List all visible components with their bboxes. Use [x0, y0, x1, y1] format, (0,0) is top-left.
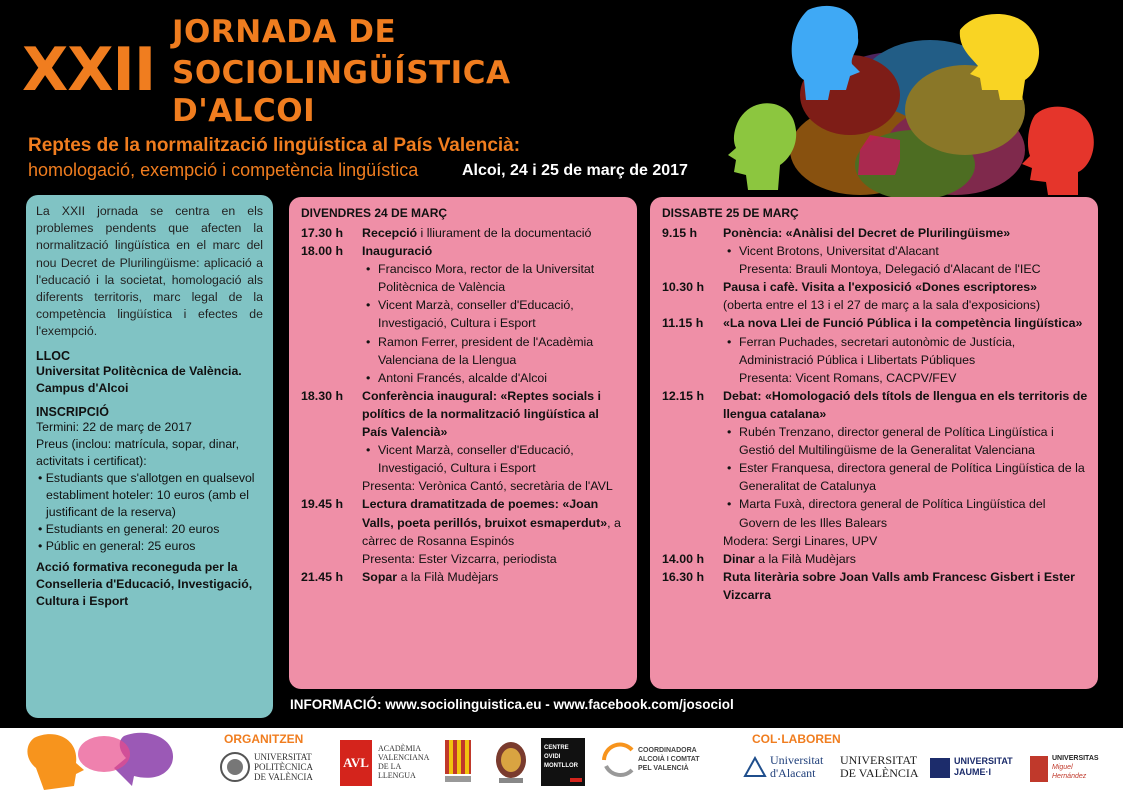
date-place: Alcoi, 24 i 25 de març de 2017 — [462, 162, 688, 179]
upv-line: POLITÈCNICA — [254, 762, 313, 772]
presenter: Presenta: Vicent Romans, CACPV/FEV — [739, 370, 957, 385]
event-title: Recepció — [362, 226, 418, 240]
umh-logo — [1030, 754, 1110, 786]
sponsors-footer — [0, 728, 1123, 793]
speaker-item: • Antoni Francés, alcalde d'Alcoi — [362, 369, 627, 387]
schedule-item — [662, 224, 1088, 278]
centre-line: OVIDI — [544, 754, 561, 760]
info-links[interactable]: INFORMACIÓ: www.sociolinguistica.eu - www.facebook.com/josociol — [290, 697, 734, 712]
schedule-item — [662, 387, 1088, 550]
event-time: 16.30 h — [662, 569, 705, 584]
coordinadora-line: COORDINADORA — [638, 747, 697, 754]
organizers-label: ORGANITZEN — [224, 732, 304, 746]
coordinadora-line: PEL VALENCIÀ — [638, 765, 689, 772]
presenter: Presenta: Brauli Montoya, Delegació d'Alacant de l'IEC — [739, 262, 1041, 277]
uv-line: DE VALÈNCIA — [840, 766, 919, 780]
title-line-1: JORNADA DE — [172, 14, 397, 50]
info-panel — [26, 195, 273, 718]
umh-line: Hernández — [1052, 773, 1087, 780]
event-title: Lectura dramatitzada de poemes: «Joan Valls, poeta perillós, bruixot esmaperdut» — [362, 497, 608, 530]
event-title: «La nova Llei de Funció Pública i la competència lingüística» — [723, 316, 1083, 331]
event-title: Conferència inaugural: «Reptes socials i polítics de la normalització lingüística al País Valencià» — [362, 388, 601, 440]
speaker-item: • Ferran Puchades, secretari autonòmic de Justícia, Administració Pública i Llibertats Públiques — [723, 333, 1088, 369]
lloc-line-2: Campus d'Alcoi — [36, 380, 129, 395]
ua-line: Universitat — [770, 753, 824, 767]
schedule-item — [662, 278, 1088, 314]
speaker-item: • Marta Fuxà, directora general de Política Lingüística del Govern de les Illes Balears — [723, 495, 1088, 531]
schedule-item — [301, 568, 627, 586]
pink-bubble-icon — [78, 736, 130, 772]
title-line-2: SOCIOLINGÜÍSTICA — [172, 55, 511, 91]
event-title: Ponència: «Anàlisi del Decret de Plurilingüisme» — [723, 226, 1011, 240]
event-time: 11.15 h — [662, 316, 704, 331]
avl-line: ACADÈMIA — [378, 744, 422, 753]
red-head-icon — [1022, 107, 1094, 195]
event-title: Debat: «Homologació dels títols de llengua en els territoris de llengua catalana» — [723, 388, 1088, 421]
event-title: Sopar — [362, 569, 398, 584]
intro-text: La XXII jornada se centra en els problemes pendents que afecten la normalització lingüística en el marc del nou Decret de Plurilingüisme: aplicació a l'educació i la societat, homologació als diferents territoris, marc legal de la competència lingüística i efectes de l'exempció. — [36, 204, 263, 339]
presenter: Presenta: Ester Vizcarra, periodista — [362, 551, 557, 566]
footer-heads-illustration — [14, 728, 184, 793]
speaker-item: • Rubén Trenzano, director general de Política Lingüística i Gestió del Multilingüisme de la Generalitat Valenciana — [723, 423, 1088, 459]
ua-line: d'Alacant — [770, 766, 816, 780]
price-item: • Públic en general: 25 euros — [36, 538, 263, 555]
uv-logo — [840, 754, 919, 780]
termini: Termini: 22 de març de 2017 — [36, 419, 192, 434]
schedule-item — [662, 568, 1088, 604]
saturday-schedule-panel — [650, 197, 1098, 689]
moderator: Modera: Sergi Linares, UPV — [723, 533, 878, 548]
event-detail: , a càrrec de Rosanna Espinós — [362, 515, 621, 548]
event-detail: a la Filà Mudèjars — [754, 551, 856, 566]
day-heading: DIVENDRES 24 DE MARÇ — [301, 206, 448, 220]
speaker-item: • Ramon Ferrer, president de l'Acadèmia Valenciana de la Llengua — [362, 333, 627, 369]
uji-line: UNIVERSITAT — [954, 756, 1013, 766]
coordinadora-logo — [600, 740, 730, 784]
event-title: Dinar — [723, 551, 755, 566]
subtitle-line-2: homologació, exempció i competència lingüística — [28, 160, 419, 180]
preus: Preus (inclou: matrícula, sopar, dinar, activitats i certificat): — [36, 436, 239, 468]
centre-line: CENTRE — [544, 745, 569, 751]
schedule-item — [301, 495, 627, 567]
event-time: 14.00 h — [662, 551, 705, 566]
lloc-line-1: Universitat Politècnica de València. — [36, 363, 242, 378]
ua-mark-icon — [743, 756, 767, 778]
accreditation-note: Acció formativa reconeguda per la Conselleria d'Educació, Investigació, Cultura i Esport — [36, 559, 253, 608]
ua-logo — [743, 754, 833, 784]
lloc-heading: LLOC — [36, 348, 71, 363]
event-note: (oberta entre el 13 i el 27 de març a la sala d'exposicions) — [723, 298, 1041, 313]
event-time: 9.15 h — [662, 226, 698, 240]
upv-line: UNIVERSITAT — [254, 752, 312, 762]
event-title: Ruta literària sobre Joan Valls amb Francesc Gisbert i Ester Vizcarra — [723, 569, 1075, 602]
event-time: 18.30 h — [301, 388, 344, 403]
upv-logo — [220, 750, 330, 786]
uji-line: JAUME·I — [954, 767, 992, 777]
avl-line: DE LA — [378, 762, 402, 771]
avl-line: VALENCIANA — [378, 753, 430, 762]
green-head-icon — [728, 103, 796, 190]
event-time: 18.00 h — [301, 244, 344, 259]
event-time: 17.30 h — [301, 226, 344, 240]
coordinadora-swirl-icon — [600, 740, 636, 780]
schedule-item — [662, 314, 1088, 386]
coordinadora-line: ALCOIÀ I COMTAT — [638, 756, 700, 763]
event-detail: a la Filà Mudèjars — [397, 569, 499, 584]
schedule-item — [662, 550, 1088, 568]
schedule-item — [301, 242, 627, 387]
umh-line: Miguel — [1052, 764, 1073, 771]
schedule-item — [301, 387, 627, 496]
inscripcio-heading: INSCRIPCIÓ — [36, 404, 109, 419]
presenter: Presenta: Verònica Cantó, secretària de l'AVL — [362, 479, 613, 494]
umh-mark-icon — [1030, 756, 1048, 782]
event-time: 19.45 h — [301, 497, 344, 512]
schedule-item — [301, 224, 627, 242]
speaker-item: • Ester Franquesa, directora general de Política Lingüística de la Generalitat de Catalunya — [723, 459, 1088, 495]
event-time: 10.30 h — [662, 280, 705, 295]
upv-line: DE VALÈNCIA — [254, 772, 313, 782]
centre-line: MONTLLOR — [544, 763, 578, 769]
day-heading: DISSABTE 25 DE MARÇ — [662, 206, 799, 220]
collaborators-label: COL·LABOREN — [752, 732, 841, 746]
event-detail: i lliurament de la documentació — [417, 226, 592, 240]
alcoi-shield-logo — [443, 738, 473, 786]
title-line-3: D'ALCOI — [172, 93, 316, 129]
speaker-item: • Francisco Mora, rector de la Universitat Politècnica de València — [362, 260, 627, 296]
edition-number: XXII — [22, 35, 156, 105]
event-title: Inauguració — [362, 244, 433, 259]
price-item: • Estudiants que s'allotgen en qualsevol establiment hoteler: 10 euros (amb el justificant de la reserva) — [36, 470, 263, 521]
uji-logo — [930, 756, 1022, 784]
avl-line: LLENGUA — [378, 771, 416, 780]
speaker-item: • Vicent Marzà, conseller d'Educació, Investigació, Cultura i Esport — [362, 441, 627, 477]
event-time: 21.45 h — [301, 569, 344, 584]
speaking-heads-illustration — [700, 0, 1123, 205]
event-title: Pausa i cafè. Visita a l'exposició «Dones escriptores» — [723, 280, 1038, 295]
price-item: • Estudiants en general: 20 euros — [36, 521, 263, 538]
subtitle-line-1: Reptes de la normalització lingüística al País Valencià: — [28, 135, 521, 156]
friday-schedule-panel — [289, 197, 637, 689]
avl-mark: AVL — [340, 740, 372, 786]
speaker-item: • Vicent Marzà, conseller d'Educació, Investigació, Cultura i Esport — [362, 296, 627, 332]
crest-logo — [493, 740, 529, 786]
centre-ovidi-montllor-logo — [541, 738, 585, 786]
event-time: 12.15 h — [662, 388, 705, 403]
orange-head-icon — [27, 734, 84, 790]
avl-logo — [340, 738, 435, 790]
uji-mark-icon — [930, 758, 950, 778]
speaker-item: • Vicent Brotons, Universitat d'Alacant — [723, 242, 1088, 260]
upv-seal-icon — [220, 752, 250, 782]
uv-line: UNIVERSITAT — [840, 753, 918, 767]
umh-line: UNIVERSITAS — [1052, 755, 1099, 762]
